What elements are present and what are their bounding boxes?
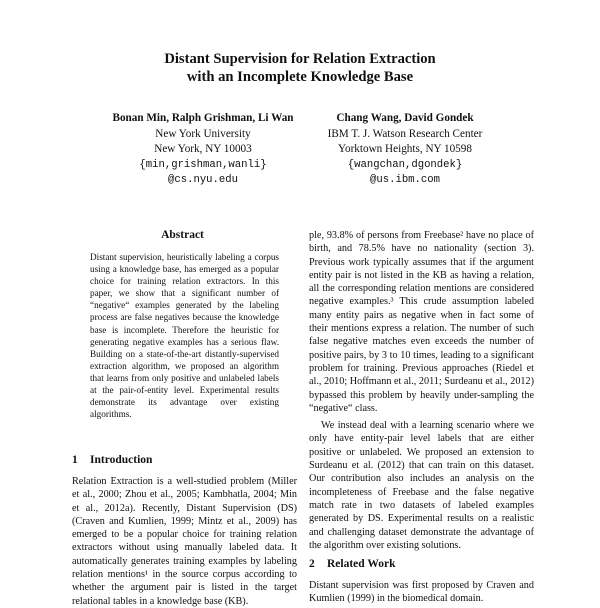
author-affiliation: New York University bbox=[155, 127, 251, 140]
author-block-nyu bbox=[98, 111, 308, 189]
author-email-domain: @cs.nyu.edu bbox=[168, 174, 238, 186]
introduction-text bbox=[72, 475, 297, 607]
section-number: 2 bbox=[309, 558, 315, 570]
section-heading-introduction bbox=[72, 454, 152, 466]
body-paragraph: We instead deal with a learning scenario where we only have entity-pair level labels that are either positive or unlabeled. We proposed an extension to Surdeanu et al. (2012) that can train on this dataset. Our contribution also includes an analysis on the incompleteness of Freebase and the false negative match rate in two datasets of labeled examples generated by DS. Experimental results on a realistic and challenging dataset demonstrate the advantage of the algorithm over existing solutions. bbox=[309, 420, 534, 551]
author-affiliation: IBM T. J. Watson Research Center bbox=[327, 127, 483, 140]
author-email-user: {min,grishman,wanli} bbox=[139, 158, 267, 171]
body-paragraph: ple, 93.8% of persons from Freebase² have no place of birth, and 78.5% have no nationality (section 3). Previous work typically assumes that if the argument entity pair is not listed in the KB as having a relation, all the corresponding relation mentions are considered negative examples.³ This crude assumption labeled many entity pairs as negative when in fact some of their mentions express a relation. The number of such false negative matches even exceeds the number of positive pairs, by 3 to 10 times, leading to a significant problem for training. Previous approaches (Riedel et al., 2010; Hoffmann et al., 2011; Surdeanu et al., 2012) bypassed this problem by heavily under-sampling the “negative“ class. bbox=[309, 230, 534, 414]
title-line-1: Distant Supervision for Relation Extraction bbox=[164, 51, 436, 67]
author-email-domain: @us.ibm.com bbox=[370, 174, 440, 186]
related-work-text bbox=[309, 579, 534, 605]
section-title: Introduction bbox=[90, 454, 153, 466]
introduction-paragraph: Relation Extraction is a well-studied problem (Miller et al., 2000; Zhou et al., 2005; Kambhatla, 2004; Min et al., 2012a). Recently, Distant Supervision (DS) (Craven and Kumlien, 1999; Mintz et al., 2009) has emerged to be a popular choice for training relation extractors without using manually labeled data. It automatically generates training examples by labeling relation mentions¹ in the source corpus according to whether the argument pair is listed in the target relational tables in a knowledge base (KB). bbox=[72, 476, 297, 607]
section-title: Related Work bbox=[327, 558, 396, 570]
title-line-2: with an Incomplete Knowledge Base bbox=[186, 69, 414, 85]
author-names: Bonan Min, Ralph Grishman, Li Wan bbox=[112, 112, 294, 124]
author-address: Yorktown Heights, NY 10598 bbox=[338, 143, 472, 155]
author-email-user: {wangchan,dgondek} bbox=[347, 158, 463, 171]
paper-title bbox=[0, 50, 600, 86]
author-address: New York, NY 10003 bbox=[154, 143, 252, 155]
abstract-heading: Abstract bbox=[161, 229, 204, 241]
right-column-text bbox=[309, 229, 534, 552]
related-work-paragraph: Distant supervision was first proposed by Craven and Kumlien (1999) in the biomedical domain. bbox=[309, 580, 534, 605]
abstract-text: Distant supervision, heuristically labeling a corpus using a knowledge base, has emerged as a popular choice for training relation extractors. In this paper, we show that a significant number of “negative“ examples generated by the labeling process are false negatives because the knowledge base is incomplete. Therefore the heuristic for generating negative examples has a serious flaw. Building on a state-of-the-art distantly-supervised extraction algorithm, we proposed an algorithm that learns from only positive and unlabeled labels at the pair-of-entity level. Experimental results demonstrate its advantage over existing algorithms. bbox=[90, 252, 279, 420]
section-number: 1 bbox=[72, 454, 78, 466]
author-names: Chang Wang, David Gondek bbox=[336, 112, 474, 124]
author-block-ibm bbox=[300, 111, 510, 189]
section-heading-related-work bbox=[309, 558, 395, 570]
